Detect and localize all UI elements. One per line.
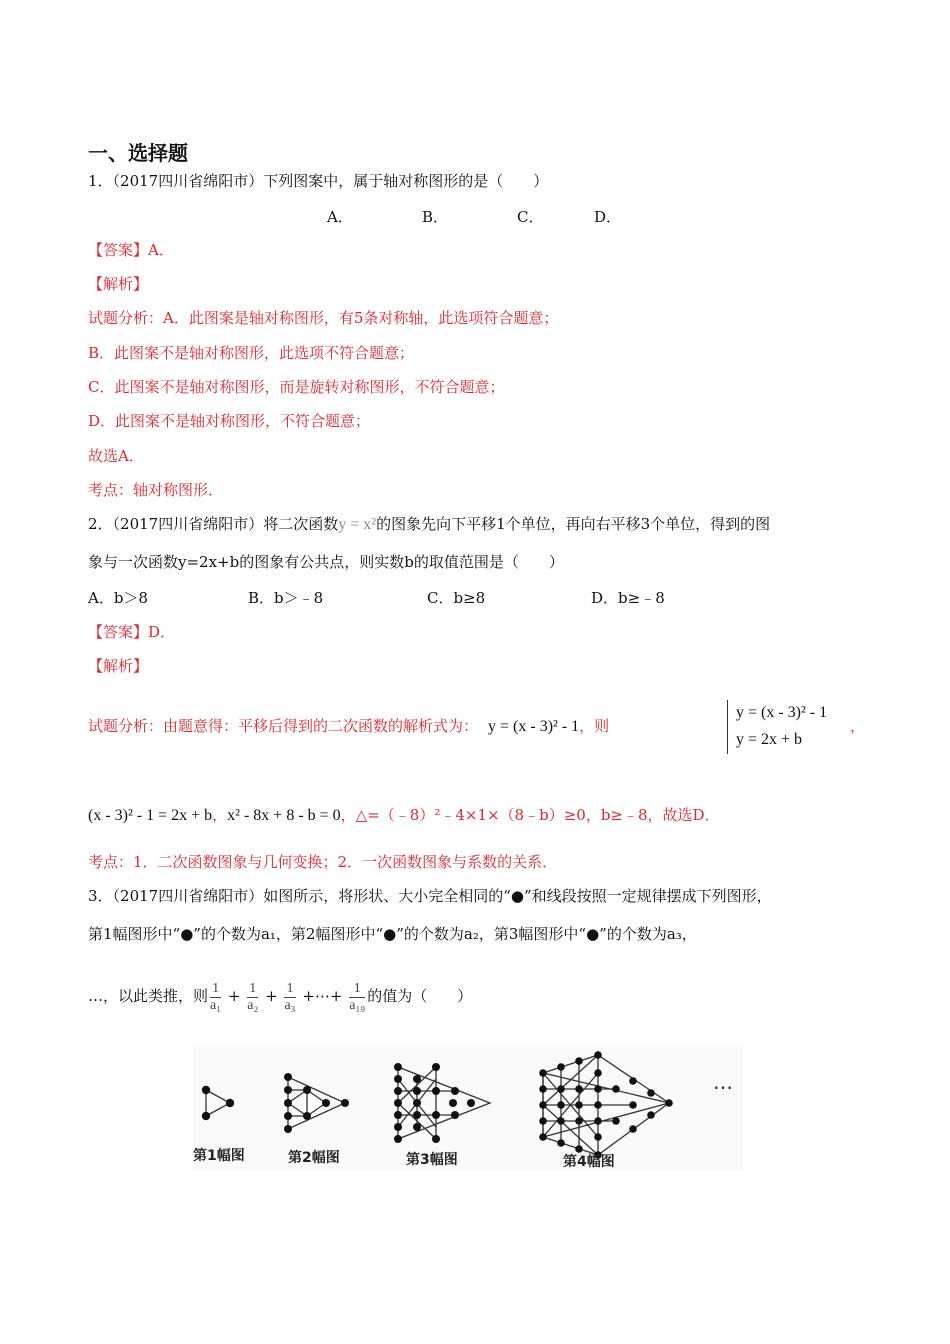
q2-option-d: D．b≥﹣8 [591, 589, 665, 607]
fraction: $\frac{1}{\text{a₁}}$ [210, 980, 222, 1013]
caption-fig4: 第4幅图 [563, 1154, 615, 1170]
q1-analysis-line: D．此图案不是轴对称图形，不符合题意； [88, 412, 371, 430]
q1-analysis-line: B．此图案不是轴对称图形，此选项不符合题意； [88, 344, 415, 362]
q1-answer: 【答案】A． [88, 241, 174, 259]
q2-stem-a: 2．（2017四川省绵阳市）将二次函数 [88, 515, 339, 533]
q2-analysis-math: y = (x - 3)² - 1 [488, 718, 580, 735]
q2-analysis-comma: ， [850, 717, 866, 735]
q1-analysis-line: 试题分析：A．此图案是轴对称图形，有5条对称轴，此选项符合题意； [88, 309, 559, 327]
caption-fig1: 第1幅图 [193, 1148, 245, 1164]
q3-stem3-b: 的值为（ ） [367, 987, 473, 1005]
q2-stem-b: 的图象先向下平移1个单位，再向右平移3个单位，得到的图 [376, 515, 771, 533]
q1-analysis-label: 【解析】 [88, 275, 149, 293]
q2-stem-math: y = x² [338, 516, 377, 533]
pattern-drawings [193, 1045, 743, 1170]
q3-stem-line2: 第1幅图形中“●”的个数为a₁，第2幅图形中“●”的个数为a₂，第3幅图形中“●”的个数为a₃， [88, 925, 697, 943]
dot-pattern-figure [193, 1045, 743, 1170]
q1-option-d: D． [594, 208, 622, 226]
q1-analysis-line: C．此图案不是轴对称图形，而是旋转对称图形，不符合题意； [88, 378, 505, 396]
q3-stem3-a: …，以此类推，则 [88, 987, 209, 1005]
figure-ellipsis: … [713, 1070, 733, 1094]
q2-analysis-rest: ，△=（﹣8）²﹣4×1×（8﹣b）≥0，b≥﹣8，故选D． [340, 806, 720, 824]
q2-analysis-eq2: x² - 8x + 8 - b = 0 [227, 807, 341, 824]
q2-kaodian: 考点：1．二次函数图象与几何变换；2．一次函数图象与系数的关系． [88, 853, 558, 871]
q2-stem-line1 [88, 514, 770, 535]
q1-option-c: C． [517, 208, 544, 226]
q2-equation-system [727, 700, 827, 754]
q2-analysis-line1 [88, 716, 609, 737]
caption-fig2: 第2幅图 [288, 1150, 340, 1166]
q2-system-eq1: y = (x - 3)² - 1 [736, 704, 828, 721]
q2-analysis-line2 [88, 805, 720, 826]
q1-stem: 1．（2017四川省绵阳市）下列图案中，属于轴对称图形的是（ ） [88, 172, 549, 190]
q2-analysis-sep: ， [212, 806, 228, 824]
q2-system-eq2: y = 2x + b [736, 731, 803, 748]
q2-option-c: C．b≥8 [427, 589, 486, 607]
q2-analysis-label: 【解析】 [88, 657, 149, 675]
fraction: $\frac{1}{\text{a₁₉}}$ [349, 980, 366, 1013]
q2-stem-line2: 象与一次函数y=2x+b的图象有公共点，则实数b的取值范围是（ ） [88, 553, 564, 571]
q3-stem-line1: 3．（2017四川省绵阳市）如图所示，将形状、大小完全相同的“●”和线段按照一定规律摆成下列图形， [88, 887, 772, 905]
q2-option-a: A．b＞8 [88, 589, 148, 607]
q2-option-b: B．b＞﹣8 [248, 589, 324, 607]
q2-analysis-text: 试题分析：由题意得：平移后得到的二次函数的解析式为： [88, 717, 479, 735]
q1-kaodian: 考点：轴对称图形． [88, 481, 224, 499]
q3-stem-line3: …，以此类推，则 $\frac{1}{\text{a₁}}$ + $\frac{1}{\text{a₂}}$ + $\frac{1}{\text{a₃}}$ +⋯+ $\frac{1}{\text{a₁₉}}$ 的值为（ ） [88, 980, 473, 1013]
caption-fig3: 第3幅图 [406, 1152, 458, 1168]
q1-analysis-line: 故选A． [88, 447, 144, 465]
fraction: $\frac{1}{\text{a₂}}$ [247, 980, 259, 1013]
q2-answer: 【答案】D． [88, 623, 176, 641]
q2-analysis-then: ，则 [579, 717, 610, 735]
fraction: $\frac{1}{\text{a₃}}$ [284, 980, 296, 1013]
q1-option-b: B． [422, 208, 449, 226]
section-title: 一、选择题 [88, 141, 188, 165]
q2-analysis-eq1: (x - 3)² - 1 = 2x + b [88, 807, 213, 824]
q1-option-a: A． [327, 208, 353, 226]
